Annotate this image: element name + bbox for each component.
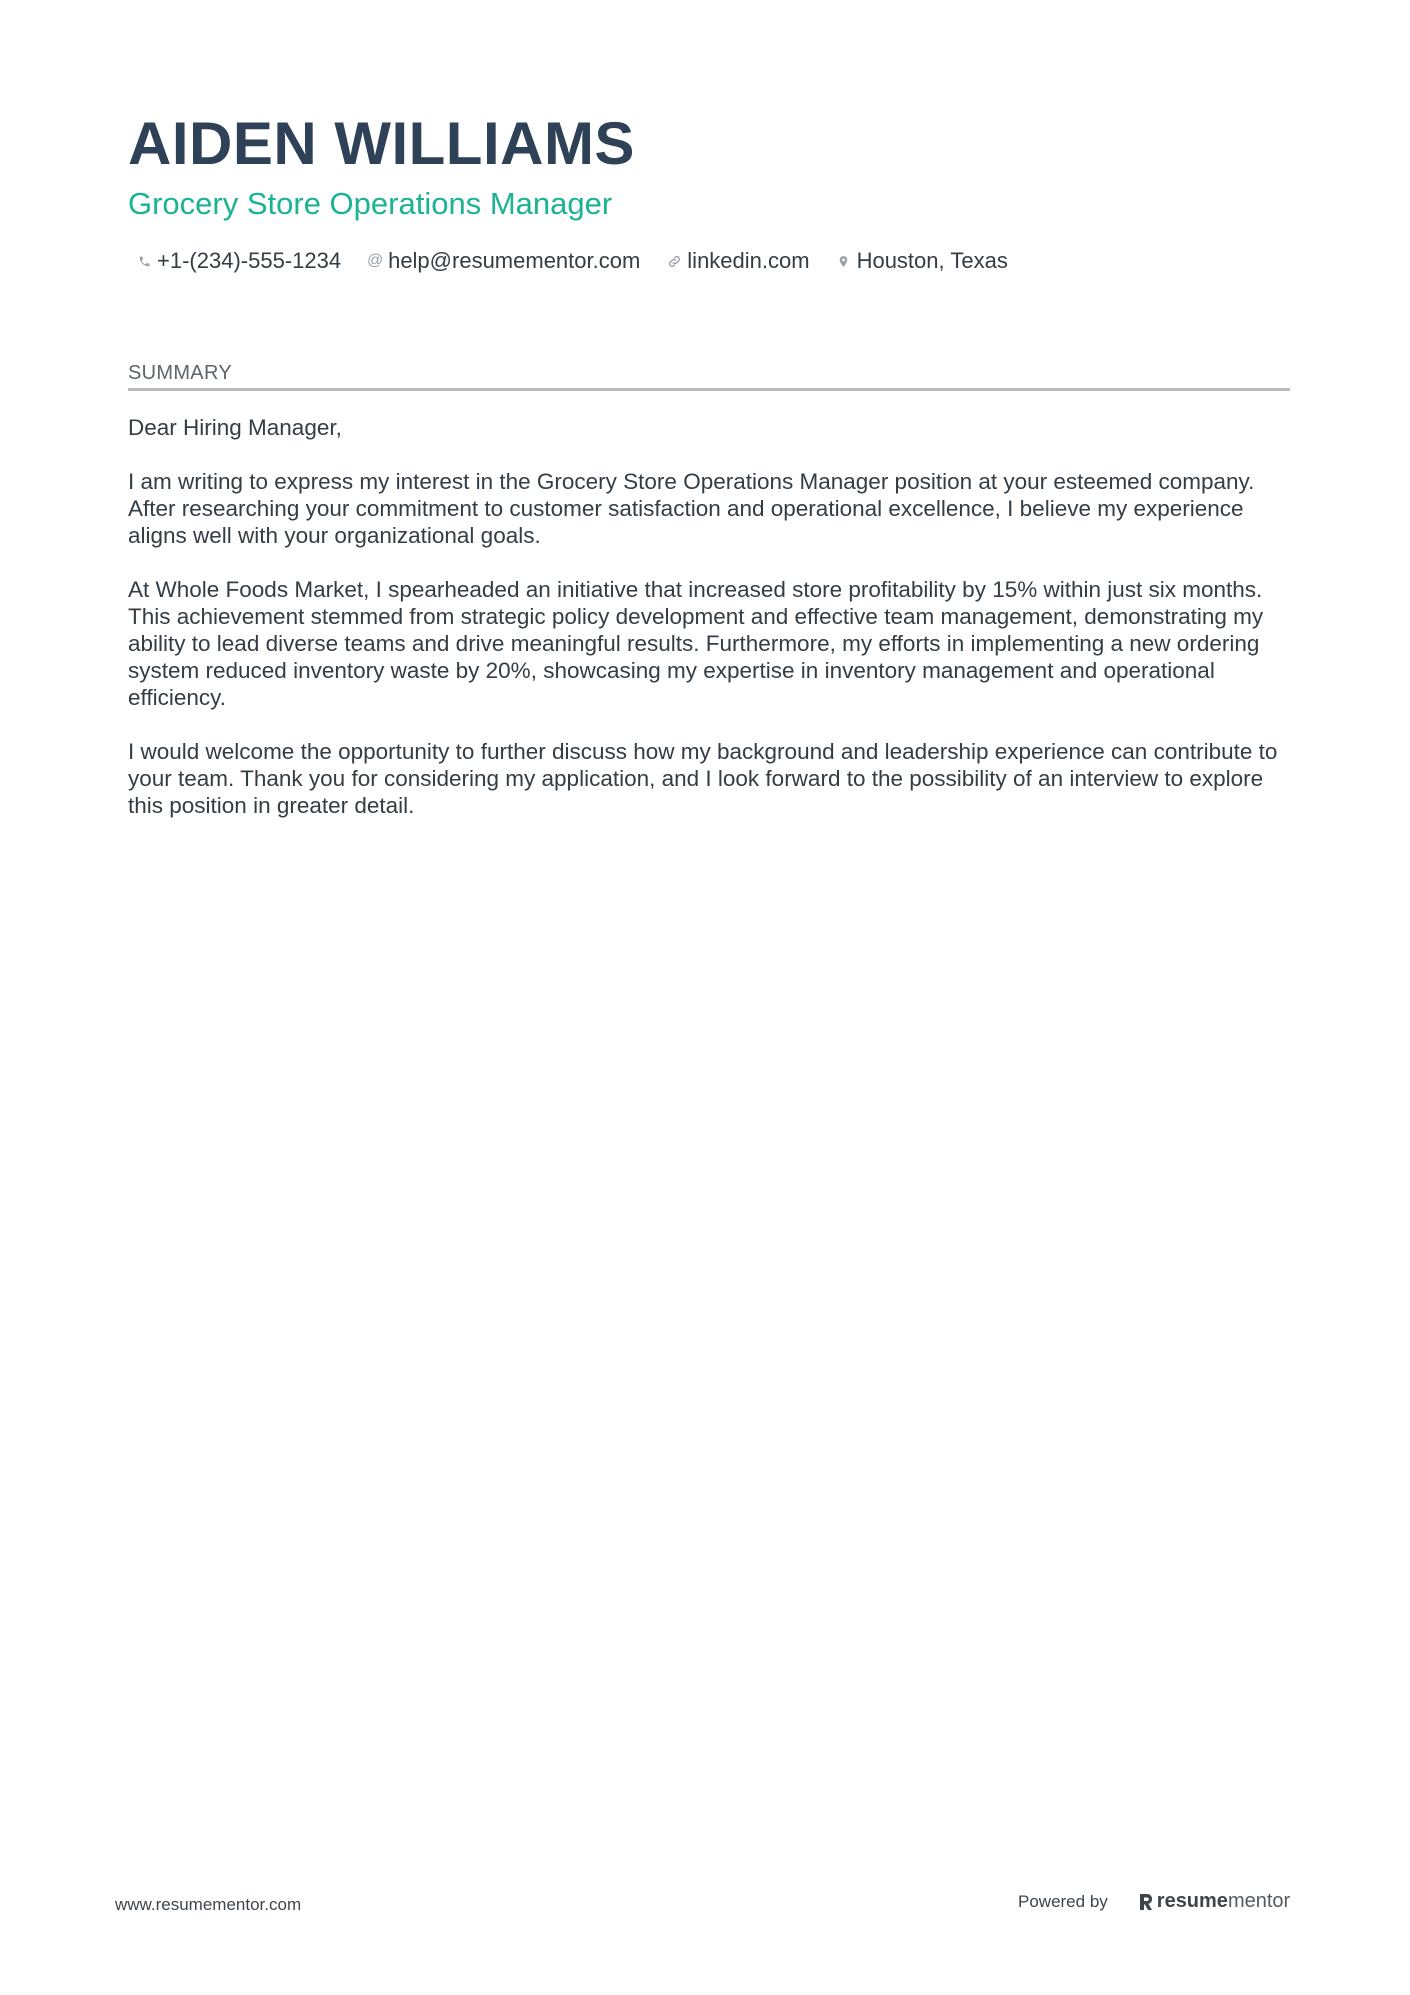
candidate-name: AIDEN WILLIAMS	[128, 110, 635, 177]
at-icon: @	[366, 252, 384, 269]
footer-website-link[interactable]: www.resumementor.com	[115, 1895, 302, 1914]
powered-by-label: Powered by	[1018, 1891, 1108, 1911]
logo-text-bold: resume	[1156, 1890, 1228, 1912]
paragraph-1: I am writing to express my interest in the Grocery Store Operations Manager position at your esteemed company. After researching your commitment to customer satisfaction and operational excellence, I believe my experience aligns well with your organizational goals.	[128, 469, 1255, 548]
phone-text: +1-(234)-555-1234	[157, 248, 342, 273]
footer-branding	[1018, 1890, 1290, 1913]
logo-text-light: mentor	[1227, 1890, 1291, 1912]
resumementor-logo-icon	[1138, 1892, 1154, 1912]
paragraph-2: At Whole Foods Market, I spearheaded an initiative that increased store profitability by 15% within just six months. This achievement stemmed from strategic policy development and effective team management, demonstrating my ability to lead diverse teams and drive meaningful results. Furthermore, my efforts in implementing a new ordering system reduced inventory waste by 20%, showcasing my expertise in inventory management and operational efficiency.	[128, 577, 1264, 710]
contact-email[interactable]	[367, 246, 640, 276]
linkedin-text: linkedin.com	[687, 248, 810, 273]
summary-heading: SUMMARY	[128, 360, 1290, 391]
contact-bar	[136, 246, 1034, 276]
contact-linkedin[interactable]	[666, 246, 809, 276]
location-pin-icon	[836, 253, 852, 269]
link-icon	[666, 253, 682, 269]
paragraph-3: I would welcome the opportunity to further discuss how my background and leadership experience can contribute to your team. Thank you for considering my application, and I look forward to the possibility of an interview to explore this position in greater detail.	[128, 739, 1278, 818]
email-text: help@resumementor.com	[388, 248, 641, 273]
job-title: Grocery Store Operations Manager	[128, 186, 613, 221]
letter-body	[128, 414, 1290, 846]
contact-phone[interactable]	[136, 246, 341, 276]
salutation: Dear Hiring Manager,	[128, 415, 342, 440]
contact-location	[836, 246, 1008, 276]
location-text: Houston, Texas	[856, 248, 1008, 273]
resumementor-logo[interactable]	[1138, 1890, 1290, 1913]
phone-icon	[136, 253, 152, 269]
